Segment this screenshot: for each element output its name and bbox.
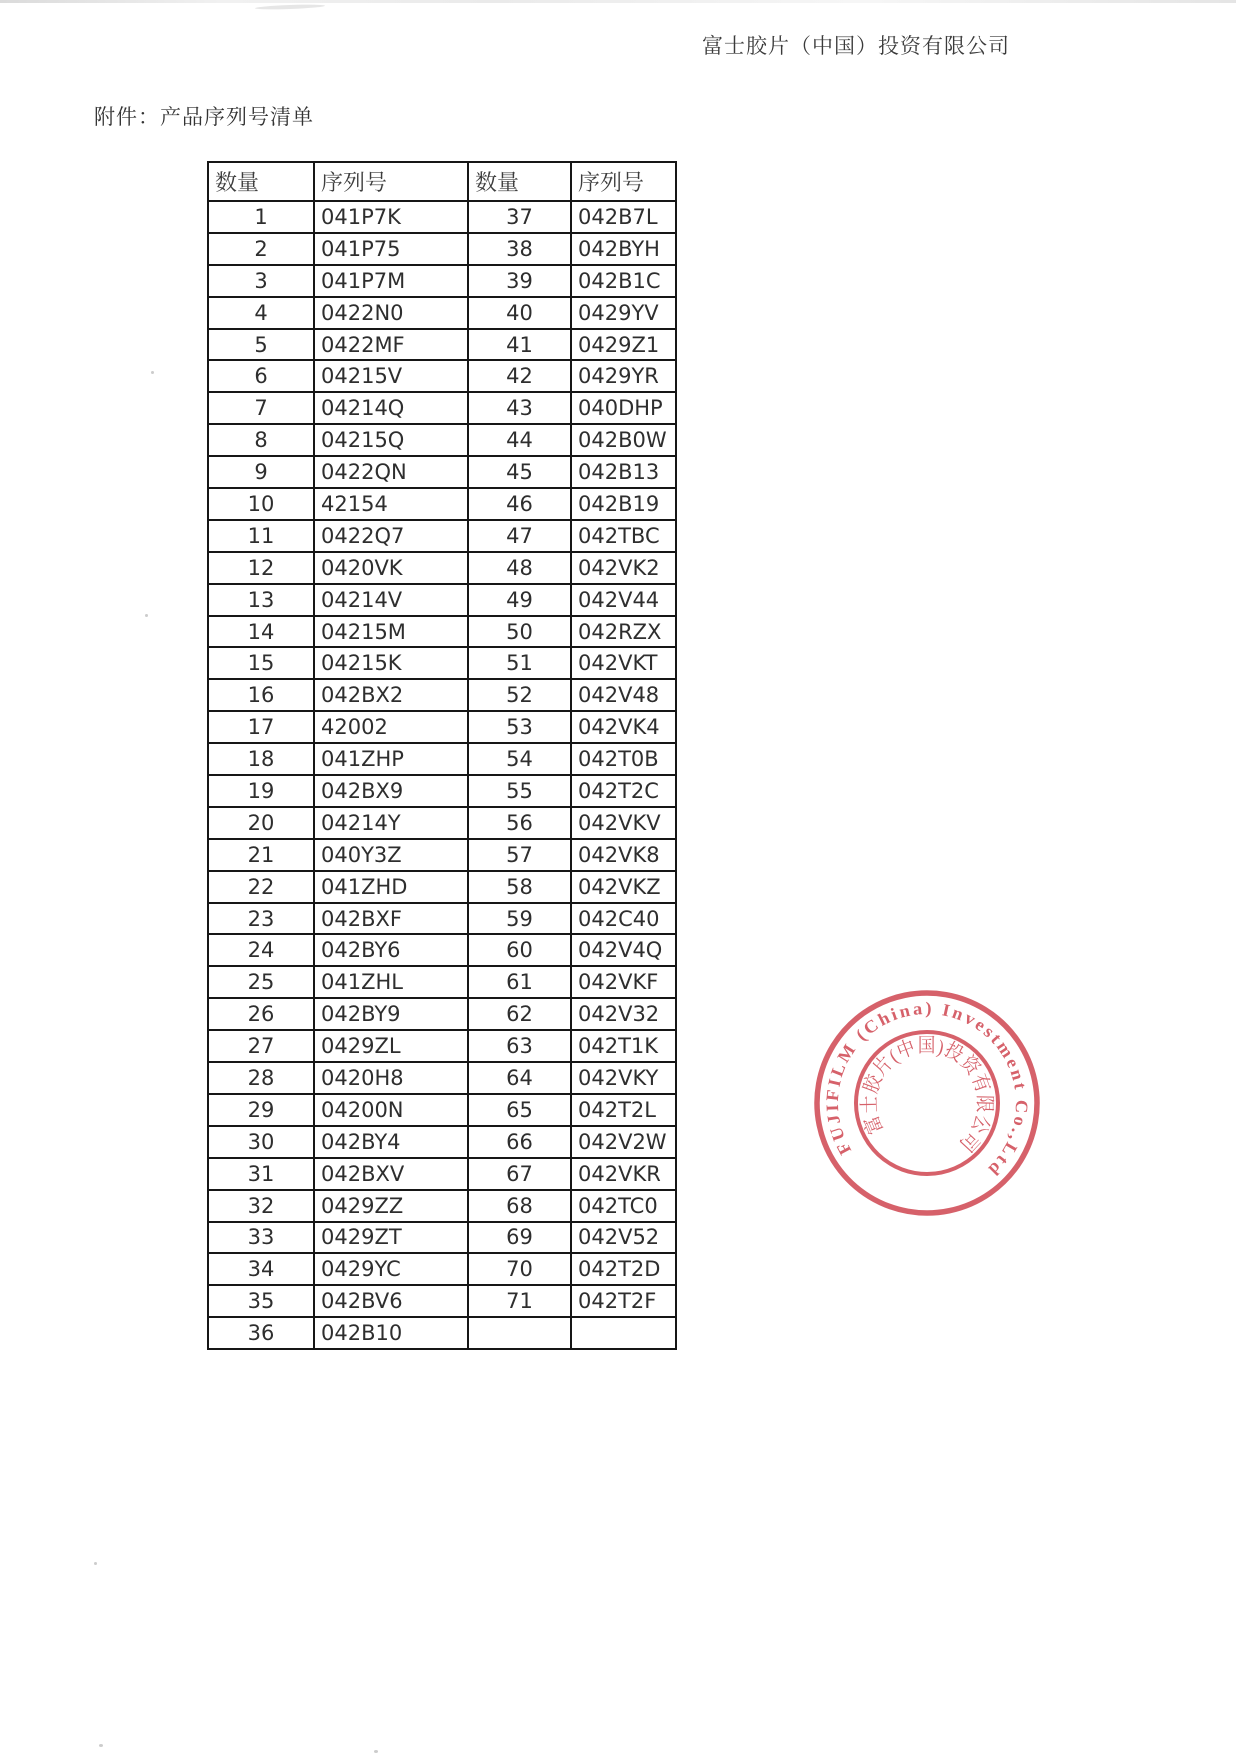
quantity-cell: 8: [208, 424, 314, 456]
quantity-cell: 11: [208, 520, 314, 552]
serial-cell: 0429ZL: [314, 1030, 468, 1062]
serial-cell: 042V44: [571, 584, 676, 616]
serial-number-table: [207, 161, 677, 1350]
serial-cell: 040Y3Z: [314, 839, 468, 871]
quantity-cell: 29: [208, 1094, 314, 1126]
serial-cell: 04215Q: [314, 424, 468, 456]
serial-cell: 042B13: [571, 456, 676, 488]
quantity-cell: 19: [208, 775, 314, 807]
serial-cell: 0420VK: [314, 552, 468, 584]
company-stamp: [802, 978, 1052, 1228]
quantity-cell: 59: [468, 903, 571, 935]
serial-cell: 0422Q7: [314, 520, 468, 552]
quantity-cell: 48: [468, 552, 571, 584]
serial-cell: 042T2L: [571, 1094, 676, 1126]
quantity-cell: 26: [208, 998, 314, 1030]
serial-cell: 042B19: [571, 488, 676, 520]
serial-cell: 04214V: [314, 584, 468, 616]
serial-cell: 042BY9: [314, 998, 468, 1030]
quantity-cell: 4: [208, 297, 314, 329]
serial-cell: 042B7L: [571, 201, 676, 233]
quantity-cell: 27: [208, 1030, 314, 1062]
table-row: [208, 201, 676, 233]
serial-cell: 042BX2: [314, 679, 468, 711]
quantity-cell: 71: [468, 1285, 571, 1317]
table-row: [208, 1126, 676, 1158]
scan-smudge-artifact: [255, 4, 325, 10]
serial-cell: 042V4Q: [571, 934, 676, 966]
table-row: [208, 584, 676, 616]
serial-cell: 0429YC: [314, 1253, 468, 1285]
quantity-cell: 16: [208, 679, 314, 711]
serial-cell: 04200N: [314, 1094, 468, 1126]
table-row: [208, 807, 676, 839]
table-row: [208, 1190, 676, 1222]
serial-cell: 042B10: [314, 1317, 468, 1349]
quantity-cell: 25: [208, 966, 314, 998]
serial-cell: 042V32: [571, 998, 676, 1030]
table-row: [208, 1158, 676, 1190]
serial-cell: [571, 1317, 676, 1349]
quantity-cell: 66: [468, 1126, 571, 1158]
scan-speck: [145, 614, 148, 617]
serial-cell: 042T2D: [571, 1253, 676, 1285]
serial-cell: 042VKR: [571, 1158, 676, 1190]
table-header-row: [208, 162, 676, 201]
serial-cell: 041P7M: [314, 265, 468, 297]
table-row: [208, 392, 676, 424]
table-row: [208, 1253, 676, 1285]
serial-cell: 042B1C: [571, 265, 676, 297]
table-row: [208, 520, 676, 552]
quantity-cell: 2: [208, 233, 314, 265]
serial-cell: 04215V: [314, 360, 468, 392]
table-row: [208, 1285, 676, 1317]
serial-cell: 041P75: [314, 233, 468, 265]
quantity-cell: 58: [468, 871, 571, 903]
quantity-cell: 23: [208, 903, 314, 935]
serial-cell: 042VK8: [571, 839, 676, 871]
quantity-cell: 55: [468, 775, 571, 807]
serial-cell: 04214Q: [314, 392, 468, 424]
table-row: [208, 647, 676, 679]
attachment-title: 附件：产品序列号清单: [94, 105, 314, 129]
table-row: [208, 1062, 676, 1094]
serial-cell: 0429ZZ: [314, 1190, 468, 1222]
serial-cell: 042BX9: [314, 775, 468, 807]
quantity-cell: 43: [468, 392, 571, 424]
scan-speck: [94, 1562, 97, 1565]
quantity-cell: 41: [468, 329, 571, 361]
table-row: [208, 871, 676, 903]
serial-cell: 042T0B: [571, 743, 676, 775]
quantity-cell: 34: [208, 1253, 314, 1285]
serial-cell: 042BV6: [314, 1285, 468, 1317]
serial-cell: 042BXV: [314, 1158, 468, 1190]
serial-cell: 042T2C: [571, 775, 676, 807]
serial-cell: 042BXF: [314, 903, 468, 935]
table-row: [208, 966, 676, 998]
quantity-cell: 67: [468, 1158, 571, 1190]
serial-cell: 042VKT: [571, 647, 676, 679]
quantity-cell: 52: [468, 679, 571, 711]
quantity-cell: 3: [208, 265, 314, 297]
quantity-cell: 36: [208, 1317, 314, 1349]
quantity-cell: 35: [208, 1285, 314, 1317]
quantity-cell: 64: [468, 1062, 571, 1094]
quantity-cell: 38: [468, 233, 571, 265]
serial-cell: 0422MF: [314, 329, 468, 361]
quantity-cell: 39: [468, 265, 571, 297]
table-row: [208, 616, 676, 648]
table-row: [208, 998, 676, 1030]
quantity-cell: 5: [208, 329, 314, 361]
serial-cell: 042TC0: [571, 1190, 676, 1222]
serial-cell: 042VK4: [571, 711, 676, 743]
quantity-cell: 40: [468, 297, 571, 329]
quantity-cell: 42: [468, 360, 571, 392]
quantity-cell: 30: [208, 1126, 314, 1158]
serial-cell: 041ZHP: [314, 743, 468, 775]
quantity-cell: 70: [468, 1253, 571, 1285]
serial-cell: 041ZHD: [314, 871, 468, 903]
quantity-cell: [468, 1317, 571, 1349]
serial-cell: 042VKV: [571, 807, 676, 839]
serial-cell: 042T1K: [571, 1030, 676, 1062]
quantity-cell: 33: [208, 1222, 314, 1254]
serial-cell: 042V48: [571, 679, 676, 711]
serial-cell: 0422QN: [314, 456, 468, 488]
quantity-cell: 22: [208, 871, 314, 903]
quantity-cell: 53: [468, 711, 571, 743]
quantity-cell: 57: [468, 839, 571, 871]
column-header-serial-2: 序列号: [571, 162, 676, 201]
column-header-serial-1: 序列号: [314, 162, 468, 201]
table-row: [208, 903, 676, 935]
quantity-cell: 28: [208, 1062, 314, 1094]
serial-cell: 04215M: [314, 616, 468, 648]
serial-cell: 042RZX: [571, 616, 676, 648]
table-row: [208, 711, 676, 743]
table-row: [208, 1317, 676, 1349]
serial-cell: 04215K: [314, 647, 468, 679]
stamp-graphic: [802, 978, 1052, 1228]
table-row: [208, 775, 676, 807]
serial-cell: 042VKF: [571, 966, 676, 998]
serial-cell: 042BYH: [571, 233, 676, 265]
serial-cell: 0429YV: [571, 297, 676, 329]
quantity-cell: 15: [208, 647, 314, 679]
quantity-cell: 45: [468, 456, 571, 488]
serial-cell: 42154: [314, 488, 468, 520]
serial-cell: 042BY6: [314, 934, 468, 966]
serial-cell: 042VK2: [571, 552, 676, 584]
quantity-cell: 10: [208, 488, 314, 520]
quantity-cell: 18: [208, 743, 314, 775]
stamp-chinese-text: 富士胶片(中国)投资有限公司: [858, 1034, 996, 1158]
column-header-quantity-1: 数量: [208, 162, 314, 201]
quantity-cell: 49: [468, 584, 571, 616]
quantity-cell: 60: [468, 934, 571, 966]
quantity-cell: 21: [208, 839, 314, 871]
scan-speck: [99, 1744, 103, 1747]
quantity-cell: 1: [208, 201, 314, 233]
serial-cell: 04214Y: [314, 807, 468, 839]
quantity-cell: 50: [468, 616, 571, 648]
quantity-cell: 68: [468, 1190, 571, 1222]
quantity-cell: 14: [208, 616, 314, 648]
serial-cell: 0420H8: [314, 1062, 468, 1094]
scan-speck: [151, 371, 154, 374]
table-row: [208, 679, 676, 711]
serial-cell: 0429Z1: [571, 329, 676, 361]
quantity-cell: 31: [208, 1158, 314, 1190]
serial-cell: 042BY4: [314, 1126, 468, 1158]
serial-cell: 0422N0: [314, 297, 468, 329]
serial-cell: 0429ZT: [314, 1222, 468, 1254]
serial-cell: 040DHP: [571, 392, 676, 424]
quantity-cell: 44: [468, 424, 571, 456]
quantity-cell: 37: [468, 201, 571, 233]
serial-table-body: [208, 201, 676, 1349]
serial-cell: 042VKY: [571, 1062, 676, 1094]
scan-speck: [374, 1750, 378, 1753]
table-row: [208, 424, 676, 456]
quantity-cell: 51: [468, 647, 571, 679]
quantity-cell: 65: [468, 1094, 571, 1126]
scan-edge-artifact: [0, 0, 1236, 3]
table-row: [208, 839, 676, 871]
quantity-cell: 9: [208, 456, 314, 488]
table-row: [208, 488, 676, 520]
table-row: [208, 329, 676, 361]
serial-cell: 042VKZ: [571, 871, 676, 903]
serial-cell: 042V2W: [571, 1126, 676, 1158]
table-row: [208, 552, 676, 584]
quantity-cell: 62: [468, 998, 571, 1030]
table-row: [208, 265, 676, 297]
serial-cell: 042T2F: [571, 1285, 676, 1317]
table-row: [208, 297, 676, 329]
serial-cell: 041P7K: [314, 201, 468, 233]
table-row: [208, 934, 676, 966]
stamp-english-text: FUJIFILM (China) Investment Co.,Ltd: [821, 997, 1033, 1181]
quantity-cell: 47: [468, 520, 571, 552]
quantity-cell: 13: [208, 584, 314, 616]
serial-cell: 0429YR: [571, 360, 676, 392]
quantity-cell: 20: [208, 807, 314, 839]
table-row: [208, 360, 676, 392]
quantity-cell: 7: [208, 392, 314, 424]
quantity-cell: 54: [468, 743, 571, 775]
quantity-cell: 12: [208, 552, 314, 584]
table-row: [208, 456, 676, 488]
serial-cell: 042V52: [571, 1222, 676, 1254]
serial-cell: 42002: [314, 711, 468, 743]
table-row: [208, 233, 676, 265]
column-header-quantity-2: 数量: [468, 162, 571, 201]
company-header: 富士胶片（中国）投资有限公司: [702, 34, 1010, 58]
serial-cell: 042C40: [571, 903, 676, 935]
serial-cell: 042B0W: [571, 424, 676, 456]
serial-cell: 041ZHL: [314, 966, 468, 998]
table-row: [208, 1094, 676, 1126]
quantity-cell: 6: [208, 360, 314, 392]
quantity-cell: 46: [468, 488, 571, 520]
quantity-cell: 61: [468, 966, 571, 998]
table-row: [208, 1030, 676, 1062]
quantity-cell: 56: [468, 807, 571, 839]
quantity-cell: 32: [208, 1190, 314, 1222]
serial-cell: 042TBC: [571, 520, 676, 552]
quantity-cell: 17: [208, 711, 314, 743]
table-row: [208, 1222, 676, 1254]
quantity-cell: 24: [208, 934, 314, 966]
quantity-cell: 69: [468, 1222, 571, 1254]
table-row: [208, 743, 676, 775]
quantity-cell: 63: [468, 1030, 571, 1062]
